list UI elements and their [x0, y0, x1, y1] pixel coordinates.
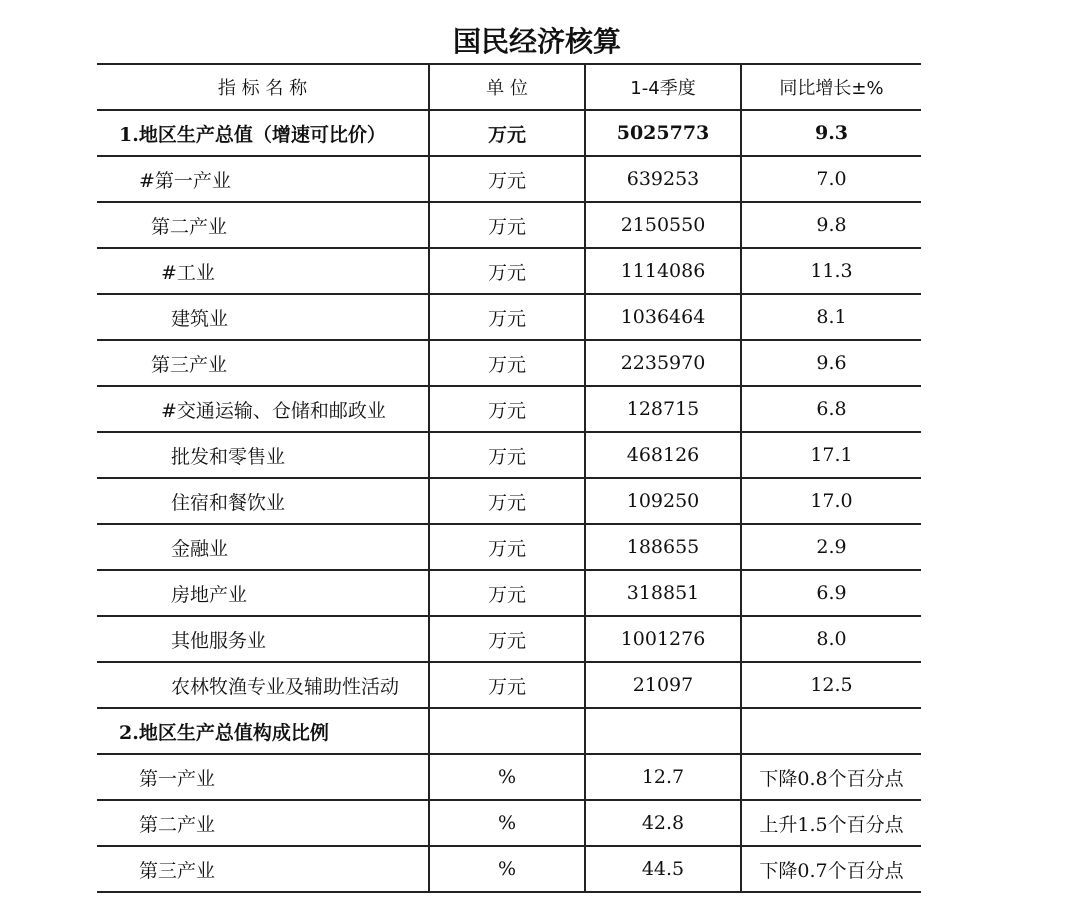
growth-cell: 12.5 — [741, 662, 921, 708]
table-row — [97, 156, 921, 202]
indicator-name: 住宿和餐饮业 — [97, 478, 429, 524]
value-cell: 21097 — [585, 662, 741, 708]
growth-cell: 上升1.5个百分点 — [741, 800, 921, 846]
unit-cell: 万元 — [429, 202, 585, 248]
indicator-name: 房地产业 — [97, 570, 429, 616]
indicator-name: 金融业 — [97, 524, 429, 570]
table-row — [97, 754, 921, 800]
growth-cell: 6.8 — [741, 386, 921, 432]
table-row — [97, 616, 921, 662]
value-cell: 1114086 — [585, 248, 741, 294]
value-cell: 2235970 — [585, 340, 741, 386]
growth-cell: 8.1 — [741, 294, 921, 340]
growth-cell: 下降0.8个百分点 — [741, 754, 921, 800]
unit-cell: 万元 — [429, 294, 585, 340]
value-cell: 468126 — [585, 432, 741, 478]
unit-cell: 万元 — [429, 156, 585, 202]
value-cell — [585, 708, 741, 754]
indicator-name: 第一产业 — [97, 754, 429, 800]
page-title: 国民经济核算 — [452, 25, 621, 58]
header-growth: 同比增长±% — [741, 64, 921, 110]
value-cell: 318851 — [585, 570, 741, 616]
indicator-name: 1.地区生产总值（增速可比价） — [97, 110, 429, 156]
header-row — [97, 64, 921, 110]
table-row — [97, 570, 921, 616]
unit-cell: 万元 — [429, 524, 585, 570]
unit-cell: 万元 — [429, 570, 585, 616]
growth-cell: 11.3 — [741, 248, 921, 294]
value-cell: 128715 — [585, 386, 741, 432]
unit-cell: 万元 — [429, 386, 585, 432]
table-row — [97, 386, 921, 432]
value-cell: 5025773 — [585, 110, 741, 156]
growth-cell: 9.6 — [741, 340, 921, 386]
value-cell: 639253 — [585, 156, 741, 202]
table-row — [97, 846, 921, 892]
unit-cell: 万元 — [429, 616, 585, 662]
unit-cell: % — [429, 754, 585, 800]
table-row — [97, 340, 921, 386]
indicator-name: #交通运输、仓储和邮政业 — [97, 386, 429, 432]
header-indicator-name: 指 标 名 称 — [97, 64, 429, 110]
growth-cell: 9.3 — [741, 110, 921, 156]
growth-cell: 9.8 — [741, 202, 921, 248]
unit-cell: % — [429, 800, 585, 846]
header-period: 1-4季度 — [585, 64, 741, 110]
growth-cell: 2.9 — [741, 524, 921, 570]
value-cell: 188655 — [585, 524, 741, 570]
indicator-name: 其他服务业 — [97, 616, 429, 662]
unit-cell: 万元 — [429, 662, 585, 708]
table-row — [97, 478, 921, 524]
growth-cell: 17.1 — [741, 432, 921, 478]
table-row — [97, 248, 921, 294]
unit-cell: 万元 — [429, 478, 585, 524]
indicator-name: 第三产业 — [97, 846, 429, 892]
growth-cell: 7.0 — [741, 156, 921, 202]
indicator-name: 建筑业 — [97, 294, 429, 340]
indicator-name: 第二产业 — [97, 202, 429, 248]
table-row — [97, 110, 921, 156]
table-row — [97, 202, 921, 248]
unit-cell: 万元 — [429, 248, 585, 294]
unit-cell: % — [429, 846, 585, 892]
value-cell: 1036464 — [585, 294, 741, 340]
header-unit: 单 位 — [429, 64, 585, 110]
unit-cell: 万元 — [429, 432, 585, 478]
indicator-name: 2.地区生产总值构成比例 — [97, 708, 429, 754]
value-cell: 44.5 — [585, 846, 741, 892]
growth-cell — [741, 708, 921, 754]
table-row — [97, 662, 921, 708]
indicator-name: 第二产业 — [97, 800, 429, 846]
gdp-table — [97, 63, 921, 893]
value-cell: 12.7 — [585, 754, 741, 800]
unit-cell: 万元 — [429, 340, 585, 386]
indicator-name: 农林牧渔专业及辅助性活动 — [97, 662, 429, 708]
value-cell: 109250 — [585, 478, 741, 524]
growth-cell: 17.0 — [741, 478, 921, 524]
growth-cell: 下降0.7个百分点 — [741, 846, 921, 892]
indicator-name: #工业 — [97, 248, 429, 294]
growth-cell: 6.9 — [741, 570, 921, 616]
table-row — [97, 708, 921, 754]
value-cell: 2150550 — [585, 202, 741, 248]
unit-cell: 万元 — [429, 110, 585, 156]
unit-cell — [429, 708, 585, 754]
growth-cell: 8.0 — [741, 616, 921, 662]
value-cell: 42.8 — [585, 800, 741, 846]
table-row — [97, 294, 921, 340]
value-cell: 1001276 — [585, 616, 741, 662]
indicator-name: #第一产业 — [97, 156, 429, 202]
table-row — [97, 432, 921, 478]
table-row — [97, 524, 921, 570]
indicator-name: 第三产业 — [97, 340, 429, 386]
table-row — [97, 800, 921, 846]
indicator-name: 批发和零售业 — [97, 432, 429, 478]
